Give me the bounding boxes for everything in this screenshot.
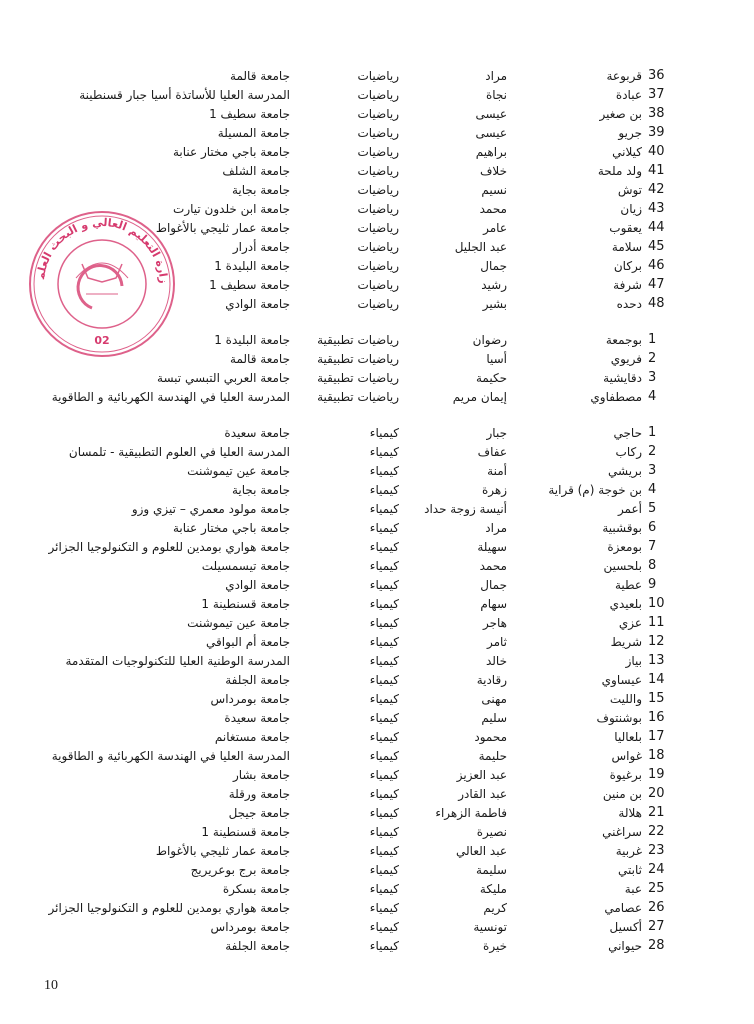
- row-number: 44: [648, 220, 665, 235]
- university: جامعة بومرداس: [210, 692, 290, 706]
- first-name: خلاف: [479, 164, 507, 178]
- specialty: كيمياء: [369, 825, 399, 839]
- row-number: 11: [648, 615, 665, 630]
- first-name: عفاف: [477, 445, 507, 459]
- last-name: قربوعة: [606, 69, 642, 83]
- row-number: 43: [648, 201, 665, 216]
- first-name: سليمة: [475, 863, 507, 877]
- first-name: كريم: [483, 901, 507, 915]
- specialty: كيمياء: [369, 654, 399, 668]
- row-number: 42: [648, 182, 665, 197]
- last-name: سراغني: [602, 825, 642, 839]
- specialty: كيمياء: [369, 540, 399, 554]
- row-number: 40: [648, 144, 665, 159]
- specialty: كيمياء: [369, 426, 399, 440]
- row-number: 24: [648, 862, 665, 877]
- specialty: رياضيات: [357, 221, 399, 235]
- specialty: كيمياء: [369, 901, 399, 915]
- specialty: كيمياء: [369, 768, 399, 782]
- last-name: بوشنتوف: [596, 711, 642, 725]
- last-name: بلعيدي: [609, 597, 642, 611]
- first-name: عامر: [483, 221, 507, 235]
- specialty: كيمياء: [369, 730, 399, 744]
- university: المدرسة العليا في الهندسة الكهربائية و الطاقوية: [51, 749, 290, 763]
- first-name: تونسية: [473, 920, 507, 934]
- university: المدرسة العليا في العلوم التطبيقية - تلمسان: [68, 445, 290, 459]
- specialty: كيمياء: [369, 806, 399, 820]
- specialty: رياضيات: [357, 183, 399, 197]
- university: جامعة عمار ثليجي بالأغواط: [155, 844, 290, 858]
- last-name: يعقوب: [609, 221, 642, 235]
- specialty: رياضيات: [357, 107, 399, 121]
- first-name: جبار: [486, 426, 507, 440]
- row-number: 1: [648, 332, 657, 347]
- university: جامعة قالمة: [230, 69, 290, 83]
- row-number: 5: [648, 501, 657, 516]
- university: جامعة الجلفة: [225, 673, 290, 687]
- university: جامعة سطيف 1: [209, 278, 290, 292]
- specialty: رياضيات تطبيقية: [317, 371, 399, 385]
- first-name: نسيم: [481, 183, 507, 197]
- row-number: 16: [648, 710, 665, 725]
- last-name: بن صغير: [599, 107, 642, 121]
- specialty: كيمياء: [369, 787, 399, 801]
- row-number: 41: [648, 163, 665, 178]
- specialty: رياضيات تطبيقية: [317, 333, 399, 347]
- first-name: أمنة: [487, 464, 507, 478]
- specialty: كيمياء: [369, 749, 399, 763]
- university: جامعة سعيدة: [224, 426, 290, 440]
- row-number: 20: [648, 786, 665, 801]
- first-name: ثامر: [486, 635, 507, 649]
- first-name: سهيلة: [477, 540, 507, 554]
- last-name: بومعزة: [607, 540, 642, 554]
- row-number: 22: [648, 824, 665, 839]
- university: جامعة قالمة: [230, 352, 290, 366]
- specialty: كيمياء: [369, 578, 399, 592]
- specialty: كيمياء: [369, 483, 399, 497]
- first-name: براهيم: [475, 145, 507, 159]
- specialty: كيمياء: [369, 863, 399, 877]
- row-number: 47: [648, 277, 665, 292]
- first-name: سليم: [481, 711, 507, 725]
- specialty: كيمياء: [369, 920, 399, 934]
- first-name: عبد العالي: [456, 844, 507, 858]
- university: جامعة باجي مختار عنابة: [172, 521, 290, 535]
- university: جامعة جيجل: [228, 806, 290, 820]
- first-name: أسيا: [486, 352, 507, 366]
- university: جامعة مولود معمري – تيزي وزو: [131, 502, 290, 516]
- university: جامعة مستغانم: [214, 730, 290, 744]
- last-name: أكسيل: [609, 920, 642, 934]
- specialty: كيمياء: [369, 521, 399, 535]
- first-name: أنيسة زوجة حداد: [424, 502, 507, 516]
- last-name: بلعاليا: [614, 730, 642, 744]
- row-number: 23: [648, 843, 665, 858]
- last-name: بوجمعة: [605, 333, 642, 347]
- first-name: مهنى: [481, 692, 507, 706]
- last-name: عبادة: [615, 88, 642, 102]
- last-name: والليت: [609, 692, 642, 706]
- last-name: حاجي: [613, 426, 642, 440]
- row-number: 4: [648, 482, 657, 497]
- row-number: 48: [648, 296, 665, 311]
- first-name: فاطمة الزهراء: [435, 806, 507, 820]
- university: جامعة المسيلة: [217, 126, 290, 140]
- university: جامعة أم البواقي: [206, 635, 290, 649]
- university: جامعة العربي التبسي تبسة: [157, 371, 290, 385]
- specialty: رياضيات تطبيقية: [317, 352, 399, 366]
- row-number: 17: [648, 729, 665, 744]
- first-name: سهام: [480, 597, 507, 611]
- row-number: 2: [648, 444, 657, 459]
- row-number: 1: [648, 425, 657, 440]
- first-name: عبد القادر: [458, 787, 507, 801]
- specialty: كيمياء: [369, 692, 399, 706]
- university: جامعة تيسمسيلت: [201, 559, 290, 573]
- university: جامعة عين تيموشنت: [187, 616, 290, 630]
- university: جامعة بشار: [232, 768, 290, 782]
- last-name: جريو: [618, 126, 642, 140]
- first-name: رضوان: [472, 333, 507, 347]
- row-number: 13: [648, 653, 665, 668]
- specialty: كيمياء: [369, 635, 399, 649]
- university: جامعة بومرداس: [210, 920, 290, 934]
- university: جامعة ابن خلدون تيارت: [173, 202, 290, 216]
- first-name: هاجر: [482, 616, 507, 630]
- university: جامعة الشلف: [222, 164, 290, 178]
- university: جامعة برج بوعريريج: [190, 863, 290, 877]
- row-number: 46: [648, 258, 665, 273]
- first-name: إيمان مريم: [452, 390, 507, 404]
- first-name: حليمة: [478, 749, 507, 763]
- specialty: رياضيات: [357, 202, 399, 216]
- last-name: عصامي: [604, 901, 642, 915]
- first-name: خيرة: [483, 939, 507, 953]
- row-number: 36: [648, 68, 665, 83]
- specialty: رياضيات: [357, 69, 399, 83]
- university: جامعة هواري بومدين للعلوم و التكنولوجيا الجزائر: [48, 540, 290, 554]
- university: جامعة سطيف 1: [209, 107, 290, 121]
- row-number: 2: [648, 351, 657, 366]
- university: المدرسة العليا للأساتذة أسيا جبار قسنطينة: [79, 88, 290, 102]
- last-name: عطية: [614, 578, 642, 592]
- last-name: شرفة: [613, 278, 642, 292]
- last-name: توش: [617, 183, 642, 197]
- university: جامعة عين تيموشنت: [187, 464, 290, 478]
- last-name: ثابتي: [618, 863, 642, 877]
- first-name: جمال: [480, 578, 507, 592]
- last-name: ركاب: [615, 445, 642, 459]
- last-name: دقايشية: [603, 371, 642, 385]
- specialty: كيمياء: [369, 616, 399, 630]
- row-number: 6: [648, 520, 657, 535]
- university: جامعة الوادي: [225, 297, 290, 311]
- row-number: 27: [648, 919, 665, 934]
- last-name: بن منين: [602, 787, 642, 801]
- specialty: رياضيات تطبيقية: [317, 390, 399, 404]
- first-name: محمد: [479, 202, 507, 216]
- last-name: غربية: [615, 844, 642, 858]
- first-name: عبد العزيز: [456, 768, 507, 782]
- last-name: عيساوي: [601, 673, 642, 687]
- university: جامعة هواري بومدين للعلوم و التكنولوجيا الجزائر: [48, 901, 290, 915]
- first-name: عيسى: [475, 126, 507, 140]
- last-name: حيواني: [608, 939, 642, 953]
- university: جامعة ورقلة: [228, 787, 290, 801]
- last-name: أعمر: [617, 502, 642, 516]
- last-name: برغيوة: [609, 768, 642, 782]
- university: جامعة البليدة 1: [214, 259, 290, 273]
- first-name: رقادية: [476, 673, 507, 687]
- row-number: 7: [648, 539, 657, 554]
- university: جامعة الجلفة: [225, 939, 290, 953]
- university: جامعة عمار ثليجي بالأغواط: [155, 221, 290, 235]
- first-name: رشيد: [481, 278, 507, 292]
- last-name: بياز: [625, 654, 642, 668]
- specialty: كيمياء: [369, 844, 399, 858]
- specialty: كيمياء: [369, 445, 399, 459]
- last-name: زيان: [620, 202, 642, 216]
- stamp-number: 02: [94, 334, 110, 347]
- university: جامعة بجاية: [231, 183, 290, 197]
- specialty: كيمياء: [369, 502, 399, 516]
- last-name: كيلاني: [612, 145, 642, 159]
- row-number: 18: [648, 748, 665, 763]
- university: جامعة باجي مختار عنابة: [172, 145, 290, 159]
- university: جامعة البليدة 1: [214, 333, 290, 347]
- row-number: 28: [648, 938, 665, 953]
- university: جامعة أدرار: [232, 240, 290, 254]
- row-number: 3: [648, 370, 657, 385]
- row-number: 15: [648, 691, 665, 706]
- last-name: ولد ملحة: [597, 164, 642, 178]
- specialty: كيمياء: [369, 711, 399, 725]
- row-number: 8: [648, 558, 657, 573]
- last-name: شريط: [610, 635, 642, 649]
- stamp-ring-text: زارة التعليم العالي و البحث العلم: [34, 215, 171, 284]
- specialty: رياضيات: [357, 240, 399, 254]
- university: المدرسة العليا في الهندسة الكهربائية و الطاقوية: [51, 390, 290, 404]
- last-name: بلحسين: [603, 559, 642, 573]
- last-name: غواس: [611, 749, 642, 763]
- university: جامعة سعيدة: [224, 711, 290, 725]
- first-name: مراد: [485, 521, 507, 535]
- university: جامعة بجاية: [231, 483, 290, 497]
- university: جامعة الوادي: [225, 578, 290, 592]
- row-number: 9: [648, 577, 657, 592]
- first-name: محمود: [474, 730, 507, 744]
- first-name: نصيرة: [476, 825, 507, 839]
- row-number: 21: [648, 805, 665, 820]
- specialty: رياضيات: [357, 164, 399, 178]
- row-number: 3: [648, 463, 657, 478]
- row-number: 19: [648, 767, 665, 782]
- specialty: كيمياء: [369, 673, 399, 687]
- specialty: رياضيات: [357, 297, 399, 311]
- specialty: كيمياء: [369, 464, 399, 478]
- first-name: عبد الجليل: [454, 240, 507, 254]
- last-name: بركان: [613, 259, 642, 273]
- row-number: 10: [648, 596, 665, 611]
- university: جامعة بسكرة: [222, 882, 290, 896]
- specialty: رياضيات: [357, 259, 399, 273]
- first-name: بشير: [482, 297, 507, 311]
- row-number: 14: [648, 672, 665, 687]
- last-name: فريوي: [610, 352, 642, 366]
- first-name: خالد: [485, 654, 507, 668]
- first-name: مراد: [485, 69, 507, 83]
- university: المدرسة الوطنية العليا للتكنولوجيات المتقدمة: [65, 654, 290, 668]
- specialty: رياضيات: [357, 145, 399, 159]
- specialty: كيمياء: [369, 882, 399, 896]
- last-name: مصطفاوي: [590, 390, 642, 404]
- specialty: كيمياء: [369, 559, 399, 573]
- specialty: كيمياء: [369, 939, 399, 953]
- first-name: محمد: [479, 559, 507, 573]
- row-number: 37: [648, 87, 665, 102]
- last-name: عبة: [624, 882, 642, 896]
- specialty: كيمياء: [369, 597, 399, 611]
- first-name: عيسى: [475, 107, 507, 121]
- specialty: رياضيات: [357, 126, 399, 140]
- first-name: حكيمة: [475, 371, 507, 385]
- ministry-stamp: [26, 208, 178, 360]
- row-number: 25: [648, 881, 665, 896]
- specialty: رياضيات: [357, 88, 399, 102]
- university: جامعة قسنطينة 1: [201, 825, 290, 839]
- last-name: بوقشبية: [602, 521, 642, 535]
- specialty: رياضيات: [357, 278, 399, 292]
- page-number: 10: [44, 978, 58, 993]
- last-name: عزي: [618, 616, 642, 630]
- row-number: 38: [648, 106, 665, 121]
- last-name: بريشي: [607, 464, 642, 478]
- last-name: هلالة: [618, 806, 642, 820]
- last-name: دحده: [616, 297, 642, 311]
- row-number: 45: [648, 239, 665, 254]
- last-name: سلامة: [611, 240, 642, 254]
- first-name: زهرة: [481, 483, 507, 497]
- row-number: 39: [648, 125, 665, 140]
- last-name: بن خوجة (م) قراية: [548, 483, 642, 497]
- row-number: 12: [648, 634, 665, 649]
- first-name: جمال: [480, 259, 507, 273]
- first-name: نجاة: [485, 88, 507, 102]
- row-number: 4: [648, 389, 657, 404]
- university: جامعة قسنطينة 1: [201, 597, 290, 611]
- first-name: مليكة: [479, 882, 507, 896]
- row-number: 26: [648, 900, 665, 915]
